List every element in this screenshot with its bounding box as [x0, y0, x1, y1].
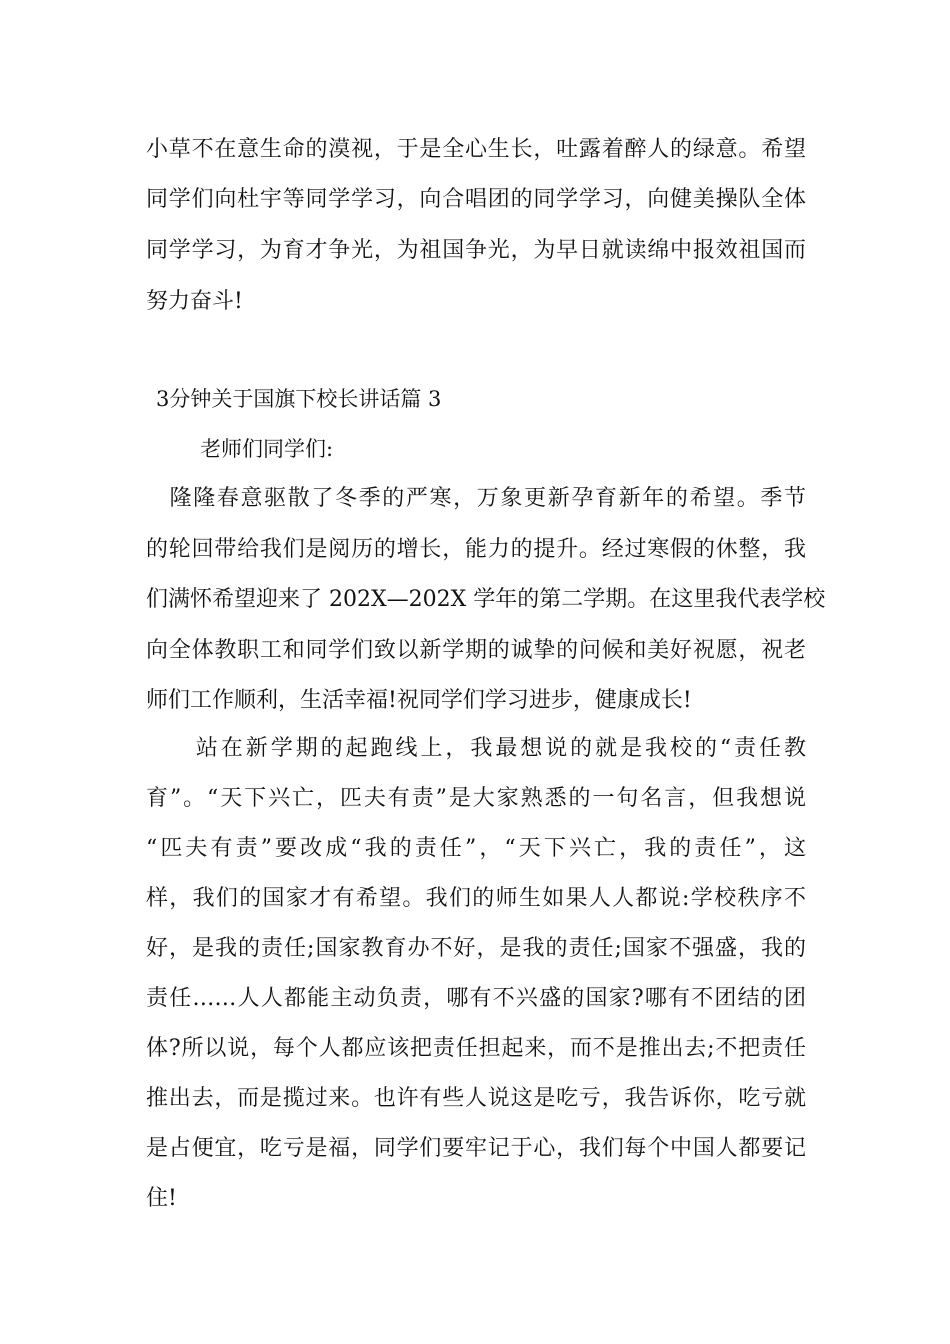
paragraph-2-line-4: 向全体教职工和同学们致以新学期的诚挚的问候和美好祝愿，祝老	[146, 638, 806, 663]
paragraph-3-line-8: 推出去，而是揽过来。也许有些人说这是吃亏，我告诉你，吃亏就	[146, 1086, 806, 1111]
paragraph-1-line-1: 小草不在意生命的漠视，于是全心生长，吐露着醉人的绿意。希望	[146, 137, 806, 162]
paragraph-2-line-5: 师们工作顺利，生活幸福!祝同学们学习进步，健康成长!	[146, 688, 692, 713]
paragraph-3-line-9: 是占便宜，吃亏是福，同学们要牢记于心，我们每个中国人都要记	[146, 1136, 806, 1161]
paragraph-2-line-3: 们满怀希望迎来了 202X—202X 学年的第二学期。在这里我代表学校	[146, 587, 826, 612]
paragraph-3-line-3: “匹夫有责”要改成“我的责任”，“天下兴亡，我的责任”，这	[146, 836, 806, 861]
paragraph-2-line-2: 的轮回带给我们是阅历的增长，能力的提升。经过寒假的休整，我	[146, 537, 806, 562]
paragraph-3-line-6: 责任……人人都能主动负责，哪有不兴盛的国家?哪有不团结的团	[146, 986, 807, 1011]
paragraph-1-line-4: 努力奋斗!	[146, 289, 243, 314]
section-heading: 3分钟关于国旗下校长讲话篇 3	[156, 387, 442, 411]
paragraph-1-line-3: 同学学习，为育才争光，为祖国争光，为早日就读绵中报效祖国而	[146, 238, 806, 263]
paragraph-3-line-1: 站在新学期的起跑线上，我最想说的就是我校的“责任教	[146, 736, 806, 761]
paragraph-2-line-1: 隆隆春意驱散了冬季的严寒，万象更新孕育新年的希望。季节	[146, 486, 806, 511]
paragraph-3-line-10: 住!	[146, 1186, 177, 1211]
salutation: 老师们同学们:	[200, 437, 334, 461]
paragraph-1-line-2: 同学们向杜宇等同学学习，向合唱团的同学学习，向健美操队全体	[146, 187, 806, 212]
paragraph-3-line-4: 样，我们的国家才有希望。我们的师生如果人人都说:学校秩序不	[146, 886, 806, 911]
paragraph-3-line-2: 育”。“天下兴亡，匹夫有责”是大家熟悉的一句名言，但我想说	[146, 786, 806, 811]
paragraph-3-line-5: 好，是我的责任;国家教育办不好，是我的责任;国家不强盛，我的	[146, 936, 806, 961]
paragraph-3-line-7: 体?所以说，每个人都应该把责任担起来，而不是推出去;不把责任	[146, 1036, 806, 1061]
